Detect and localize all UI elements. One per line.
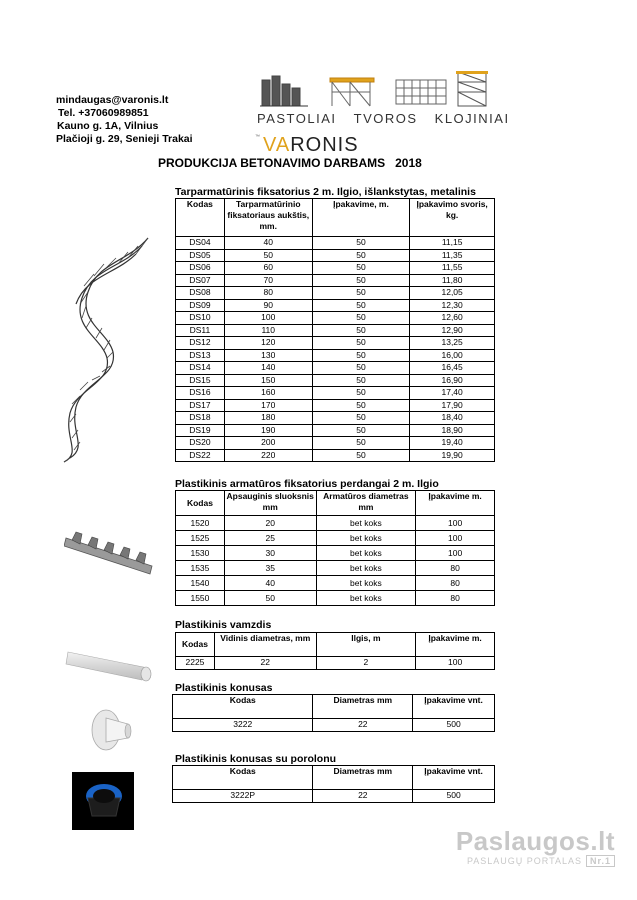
table-cell: DS16: [176, 387, 225, 400]
table-row: [176, 249, 495, 262]
table-cell: 150: [224, 374, 312, 387]
header-package: Įpakavime m.: [416, 633, 495, 657]
scaffold-tower-icon: [456, 71, 488, 106]
table-body-4: [173, 719, 495, 732]
table-cell: 120: [224, 337, 312, 350]
table-cell: 13,25: [410, 337, 495, 350]
table-cell: 500: [413, 790, 495, 803]
table-cell: 40: [224, 576, 316, 591]
table-cell: 1525: [176, 531, 225, 546]
table-cell: 50: [312, 387, 410, 400]
table-cell: 25: [224, 531, 316, 546]
table-cell: DS17: [176, 399, 225, 412]
table-cell: 80: [224, 287, 312, 300]
header-inner-diameter: Vidinis diametras, mm: [214, 633, 316, 657]
table-row: [176, 399, 495, 412]
table-cell: DS04: [176, 237, 225, 250]
table-cell: 50: [312, 274, 410, 287]
table-cell: 50: [312, 424, 410, 437]
table-cell: 17,90: [410, 399, 495, 412]
table-cell: 200: [224, 437, 312, 450]
table-cell: 17,40: [410, 387, 495, 400]
table-plastic-cone: [172, 694, 495, 732]
table-cell: 50: [312, 412, 410, 425]
table-cell: 100: [416, 516, 495, 531]
table-cell: DS22: [176, 449, 225, 462]
table-cell: 2: [316, 657, 416, 670]
table-row: [176, 349, 495, 362]
table-cell: 50: [312, 312, 410, 325]
table-row: [176, 299, 495, 312]
header-diameter: Diametras mm: [313, 766, 413, 790]
header-height: Tarparmatūrinio fiksatoriaus aukštis, mm.: [224, 199, 312, 237]
table-cell: 22: [313, 719, 413, 732]
contact-email: mindaugas@varonis.lt: [56, 94, 169, 106]
table-cell: DS15: [176, 374, 225, 387]
plastic-spacer-image: [64, 528, 154, 580]
table-cell: bet koks: [316, 516, 416, 531]
table-cell: 1550: [176, 591, 225, 606]
header-cover: Apsauginis sluoksnis mm: [224, 491, 316, 516]
table-cell: 160: [224, 387, 312, 400]
plastic-cone-image: [84, 706, 132, 754]
header-rebar-diameter: Armatūros diametras mm: [316, 491, 416, 516]
table-row: [176, 262, 495, 275]
table-cell: 170: [224, 399, 312, 412]
table-row: [176, 287, 495, 300]
table-row: [176, 531, 495, 546]
table-body-5: [173, 790, 495, 803]
table-cell: 12,30: [410, 299, 495, 312]
table-cell: DS14: [176, 362, 225, 375]
table-body-2: [176, 516, 495, 606]
table-cell: 11,15: [410, 237, 495, 250]
logo-va: VA: [263, 134, 291, 156]
table-cell: 12,90: [410, 324, 495, 337]
table-cell: DS13: [176, 349, 225, 362]
table-cell: DS11: [176, 324, 225, 337]
table-plastic-spacer: [175, 490, 495, 606]
table-cell: bet koks: [316, 576, 416, 591]
brand-word-3: KLOJINIAI: [434, 111, 510, 126]
table-cell: DS19: [176, 424, 225, 437]
table-cell: 1540: [176, 576, 225, 591]
metal-spacer-image: [58, 232, 154, 464]
table-cell: 50: [312, 374, 410, 387]
table-row: [176, 387, 495, 400]
table-cell: 140: [224, 362, 312, 375]
brand-words: [257, 111, 510, 126]
table-metal-spacer: [175, 198, 495, 462]
header-package: Įpakavime vnt.: [413, 766, 495, 790]
header-package: Įpakavime vnt.: [413, 695, 495, 719]
table-cell: 50: [312, 437, 410, 450]
contact-address-1: Kauno g. 1A, Vilnius: [57, 120, 159, 132]
table-cell: 180: [224, 412, 312, 425]
scaffold-icon: [330, 78, 374, 106]
contact-address-2: Plačioji g. 29, Senieji Trakai: [56, 133, 193, 145]
table-cell: 130: [224, 349, 312, 362]
table-row: [176, 657, 495, 670]
table-cell: 16,45: [410, 362, 495, 375]
table-row: [176, 561, 495, 576]
table-cell: 80: [416, 591, 495, 606]
table-body-1: [176, 237, 495, 462]
section-2-title: Plastikinis armatūros fiksatorius perdangai 2 m. Ilgio: [175, 478, 439, 490]
table-cell: 50: [312, 262, 410, 275]
table-cell: 50: [312, 324, 410, 337]
table-row: [176, 237, 495, 250]
table-row: [176, 274, 495, 287]
table-cell: 11,55: [410, 262, 495, 275]
header-kodas: Kodas: [173, 695, 313, 719]
section-5-title: Plastikinis konusas su porolonu: [175, 753, 337, 765]
table-cell: 16,00: [410, 349, 495, 362]
table-cell: DS18: [176, 412, 225, 425]
table-row: [176, 516, 495, 531]
table-cell: 1520: [176, 516, 225, 531]
table-cell: bet koks: [316, 561, 416, 576]
table-cell: 110: [224, 324, 312, 337]
table-cell: 2225: [176, 657, 215, 670]
table-cell: 18,90: [410, 424, 495, 437]
contact-phone: Tel. +37060989851: [58, 107, 149, 119]
table-cell: DS06: [176, 262, 225, 275]
page-title: PRODUKCIJA BETONAVIMO DARBAMS 2018: [158, 156, 422, 170]
table-cell: DS08: [176, 287, 225, 300]
table-row: [176, 449, 495, 462]
watermark-nr: Nr.1: [586, 855, 615, 867]
table-cell: 50: [224, 249, 312, 262]
table-cell: 190: [224, 424, 312, 437]
table-cell: 50: [312, 299, 410, 312]
table-cell: bet koks: [316, 546, 416, 561]
table-row: [176, 312, 495, 325]
table-cell: 50: [312, 349, 410, 362]
table-cell: 50: [312, 362, 410, 375]
table-plastic-tube: [175, 632, 495, 670]
table-cell: 50: [312, 399, 410, 412]
table-cell: DS12: [176, 337, 225, 350]
table-row: [176, 546, 495, 561]
table-cell: 80: [416, 576, 495, 591]
table-cell: 100: [224, 312, 312, 325]
table-cell: 11,35: [410, 249, 495, 262]
table-cell: 16,90: [410, 374, 495, 387]
plastic-cone-foam-image: [72, 772, 134, 830]
table-cell: 500: [413, 719, 495, 732]
watermark-sub-text: PASLAUGŲ PORTALAS: [466, 856, 582, 866]
table-cell: 40: [224, 237, 312, 250]
table-cell: 50: [312, 287, 410, 300]
header-kodas: Kodas: [173, 766, 313, 790]
table-cell: 22: [214, 657, 316, 670]
table-cell: 19,40: [410, 437, 495, 450]
brand-word-2: TVOROS: [353, 111, 418, 126]
table-cell: 50: [312, 237, 410, 250]
contact-block: [56, 94, 193, 146]
table-cell: 80: [416, 561, 495, 576]
table-cell: 12,05: [410, 287, 495, 300]
section-4-title: Plastikinis konusas: [175, 682, 273, 694]
table-cell: DS07: [176, 274, 225, 287]
table-row: [176, 424, 495, 437]
table-cell: 30: [224, 546, 316, 561]
table-cell: DS20: [176, 437, 225, 450]
table-cell: DS05: [176, 249, 225, 262]
table-row: [176, 324, 495, 337]
header-kodas: Kodas: [176, 633, 215, 657]
table-cell: 50: [224, 591, 316, 606]
table-cell: 100: [416, 531, 495, 546]
table-cell: 22: [313, 790, 413, 803]
varonis-logo: [255, 134, 359, 157]
header-length: Ilgis, m: [316, 633, 416, 657]
table-cell: bet koks: [316, 531, 416, 546]
table-cell: 50: [312, 449, 410, 462]
table-row: [176, 337, 495, 350]
table-cell: DS09: [176, 299, 225, 312]
table-row: [176, 437, 495, 450]
table-cell: 60: [224, 262, 312, 275]
brand-illustrations: [258, 70, 494, 110]
table-cell: bet koks: [316, 591, 416, 606]
table-row: [176, 576, 495, 591]
table-cell: 18,40: [410, 412, 495, 425]
header-diameter: Diametras mm: [313, 695, 413, 719]
section-1-title: Tarparmatūrinis fiksatorius 2 m. Ilgio, išlankstytas, metalinis: [175, 186, 476, 198]
table-cell: 100: [416, 546, 495, 561]
table-cell: 35: [224, 561, 316, 576]
watermark-main: Paslaugos.lt: [455, 826, 615, 856]
table-cell: 70: [224, 274, 312, 287]
brand-word-1: PASTOLIAI: [257, 111, 337, 126]
header-weight: Įpakavimo svoris, kg.: [410, 199, 495, 237]
header-kodas: Kodas: [176, 491, 225, 516]
table-cell: 12,60: [410, 312, 495, 325]
table-cell: 19,90: [410, 449, 495, 462]
fence-icon: [396, 80, 446, 104]
table-row: [173, 719, 495, 732]
table-cell: 100: [416, 657, 495, 670]
header-package: Įpakavime m.: [416, 491, 495, 516]
table-cell: 1535: [176, 561, 225, 576]
logo-rest: RONIS: [290, 134, 359, 156]
section-3-title: Plastikinis vamzdis: [175, 619, 272, 631]
table-cell: 220: [224, 449, 312, 462]
formwork-icon: [260, 76, 308, 106]
table-cell: 50: [312, 337, 410, 350]
table-cell: 1530: [176, 546, 225, 561]
table-row: [176, 591, 495, 606]
table-row: [173, 790, 495, 803]
watermark-sub: [456, 855, 615, 867]
plastic-tube-image: [64, 644, 156, 682]
table-cell: 3222P: [173, 790, 313, 803]
header-package: Įpakavime, m.: [312, 199, 410, 237]
table-row: [176, 412, 495, 425]
table-cell: 11,80: [410, 274, 495, 287]
table-cell: 90: [224, 299, 312, 312]
table-cell: DS10: [176, 312, 225, 325]
table-cell: 3222: [173, 719, 313, 732]
table-row: [176, 374, 495, 387]
paslaugos-watermark: [456, 826, 615, 867]
table-cell: 20: [224, 516, 316, 531]
logo-tm: ™: [255, 134, 261, 140]
table-body-3: [176, 657, 495, 670]
header-kodas: Kodas: [176, 199, 225, 237]
table-row: [176, 362, 495, 375]
table-cell: 50: [312, 249, 410, 262]
table-plastic-cone-foam: [172, 765, 495, 803]
